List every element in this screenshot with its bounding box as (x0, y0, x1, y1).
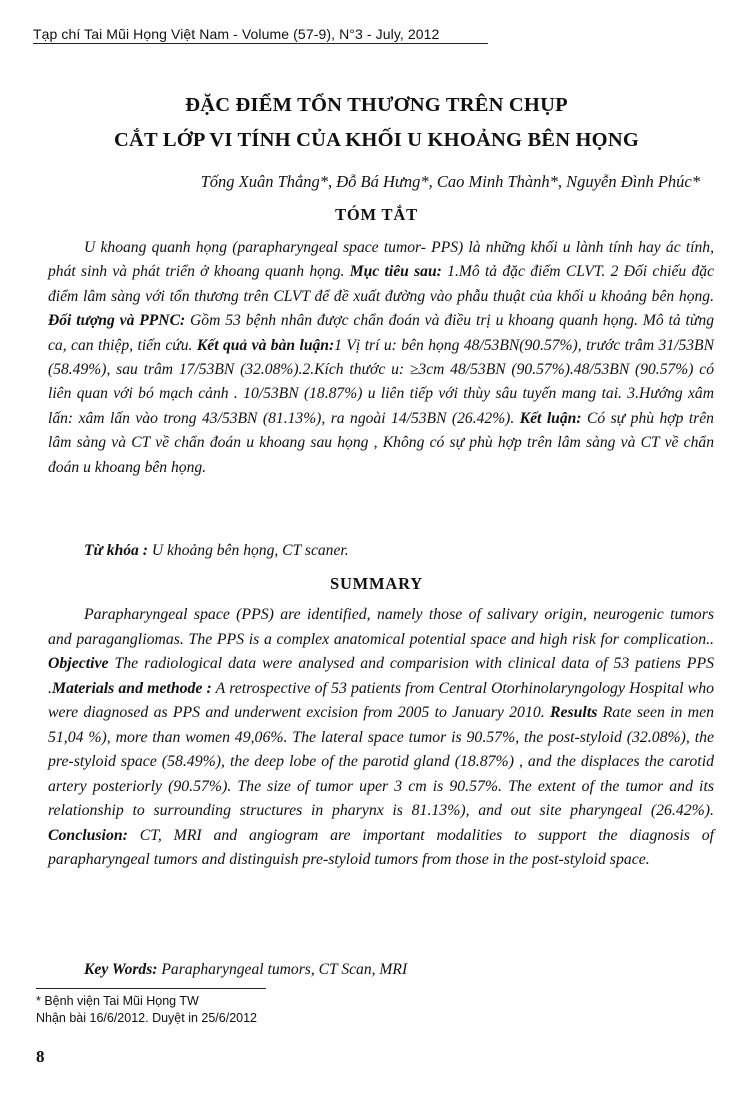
abstract-en-conclusion-label: Conclusion: (48, 826, 128, 844)
abstract-vi-text-3: Gồm 53 bệnh nhân được chẩn đoán và điều trị u khoang quanh họng. Mô tả từng ca, can thiệp, tiến cứu. (48, 312, 714, 354)
abstract-en-text-5: CT, MRI and angiogram are important modalities to support the diagnosis of parapharyngeal tumors and distinguish pre-styloid tumors from those in the post-styloid space. (48, 826, 714, 868)
article-title-line-1: ĐẶC ĐIỂM TỔN THƯƠNG TRÊN CHỤP (185, 94, 568, 116)
abstract-en-text-1: Parapharyngeal space (PPS) are identified, namely those of salivary origin, neurogenic tumors and paragangliomas. The PPS is a complex anatomical potential space and high risk for complication.. (48, 606, 714, 648)
abstract-en-results-label: Results (549, 704, 598, 721)
abstract-en-text-2: The radiological data were analysed and comparision with clinical data of 53 patiens PPS . (48, 655, 714, 697)
abstract-en-body (48, 603, 714, 873)
abstract-vi-conclusion-label: Kết luận: (519, 409, 582, 427)
keywords-vi-text: U khoảng bên họng, CT scaner. (147, 542, 349, 559)
abstract-en-text-3: A retrospective of 53 patients from Central Otorhinolaryngology Hospital who were diagnosed as PPS and underwent excision from 2005 to January 2010. (48, 679, 714, 721)
running-header: Tạp chí Tai Mũi Họng Việt Nam - Volume (57-9), N°3 - July, 2012 (33, 26, 488, 44)
abstract-vi-heading: TÓM TẮT (335, 205, 418, 224)
abstract-en-methods-label: Materials and methode : (51, 679, 212, 697)
footnote-divider (36, 988, 266, 989)
abstract-en-text-4: Rate seen in men 51,04 %), more than women 49,06%. The lateral space tumor is 90.57%, the post-styloid (32.08%), the pre-styloid space (58.49%), the deep lobe of the parotid gland (18.87%) , and the displaces the carotid artery posteriorly (90.57%). The size of tumor uper 3 cm is 90.57%. The extent of the tumor and its relationship to surrounding structures in pharynx is 81.13%), and out site pharyngeal (26.42%). (48, 704, 715, 819)
keywords-vi (84, 542, 349, 560)
abstract-vi-text-2: 1.Mô tả đặc điểm CLVT. 2 Đối chiếu đặc điểm lâm sàng với tổn thương trên CLVT để đề xuất đường vào phẫu thuật của khối u khoảng bên họng. (48, 263, 714, 305)
keywords-vi-label: Từ khóa : (84, 542, 148, 559)
author-list: Tống Xuân Thắng*, Đỗ Bá Hưng*, Cao Minh Thành*, Nguyễn Đình Phúc* (200, 172, 700, 191)
page-number: 8 (36, 1047, 45, 1066)
abstract-en-objective-label: Objective (48, 655, 109, 672)
abstract-vi-objective-label: Mục tiêu sau: (349, 263, 442, 281)
footnote-dates: Nhận bài 16/6/2012. Duyệt in 25/6/2012 (36, 1011, 258, 1025)
abstract-vi-methods-label: Đối tượng và PPNC: (48, 312, 186, 330)
keywords-en-text: Parapharyngeal tumors, CT Scan, MRI (157, 961, 408, 978)
abstract-vi-text-4: 1 Vị trí u: bên họng 48/53BN(90.57%), trước trâm 31/53BN (58.49%), sau trâm 17/53BN (32.08%).2.Kích thước u: ≥3cm 48/53BN (90.57%).48/53BN (90.57%) có liên quan với bó mạch cảnh . 10/53BN (18.87%) u liên tiếp với thùy sâu tuyến mang tai. 3.Hướng xâm lấn: xâm lấn vào trong 43/53BN (81.13%), ra ngoài 14/53BN (26.42%). (48, 336, 714, 427)
keywords-en (84, 961, 407, 979)
abstract-vi-body (48, 236, 714, 480)
abstract-vi-text-5: Có sự phù hợp trên lâm sàng và CT về chẩn đoán u khoang sau họng , Không có sự phù hợp trên lâm sàng và CT về chẩn đoán u khoang bên họng. (48, 409, 714, 476)
abstract-en-heading: SUMMARY (329, 574, 423, 593)
footnote-affiliation: * Bệnh viện Tai Mũi Họng TW (36, 994, 199, 1008)
keywords-en-label: Key Words: (84, 961, 158, 978)
article-title-line-2: CẮT LỚP VI TÍNH CỦA KHỐI U KHOẢNG BÊN HỌNG (114, 129, 639, 151)
abstract-vi-results-label: Kết quả và bàn luận: (196, 336, 335, 354)
abstract-vi-text-1: U khoang quanh họng (parapharyngeal space tumor- PPS) là những khối u lành tính hay ác tính, phát sinh và phát triển ở khoang quanh họng. (48, 239, 714, 281)
